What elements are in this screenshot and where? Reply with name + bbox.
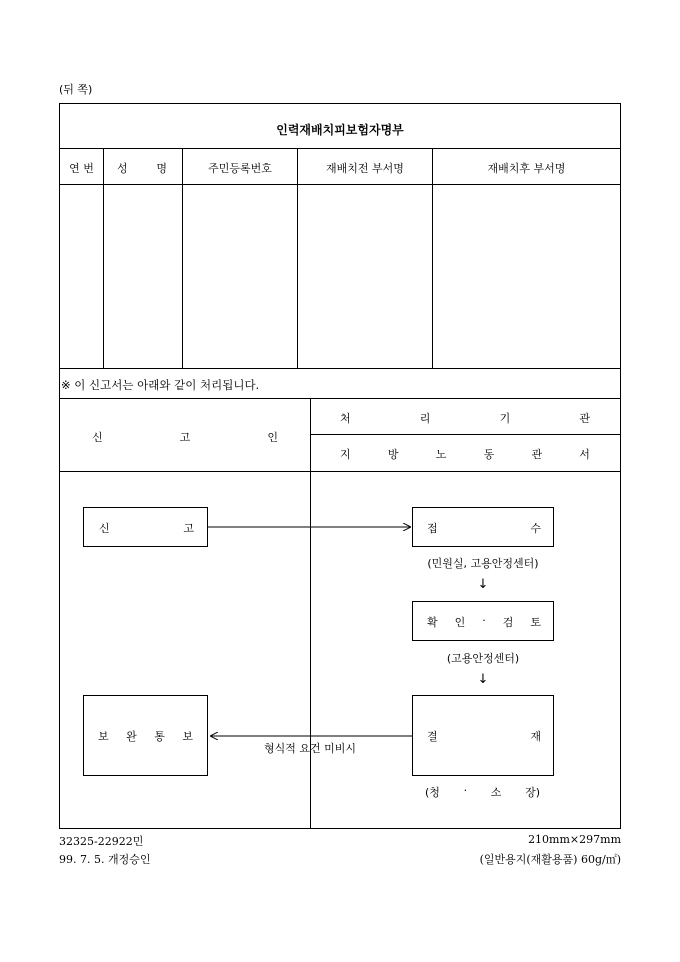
supplement-reason: 형식적 요건 미비시 (263, 742, 356, 755)
agency-label-char: 기 (499, 412, 511, 425)
page-side-label: (뒤 쪽) (59, 83, 93, 96)
agency-name-char: 관 (531, 448, 543, 461)
column-header-name-char: 성 (117, 162, 128, 175)
confirm-box-char: · (482, 614, 486, 627)
supplement-box-char: 보 (182, 730, 193, 743)
column-header-no: 연 번 (69, 162, 94, 175)
receipt-note: (민원실, 고용안정센터) (427, 557, 539, 570)
agency-name-char: 서 (579, 448, 590, 461)
decision-note-part: (청 (425, 786, 440, 799)
confirm-box-char: 확 (427, 616, 438, 629)
column-header-rrn: 주민등록번호 (208, 162, 272, 175)
agency-label-char: 처 (340, 412, 351, 425)
receipt-box-char: 접 (427, 522, 438, 535)
decision-box-char: 재 (530, 730, 541, 743)
decision-box-char: 결 (427, 730, 438, 743)
agency-name-char: 노 (435, 448, 447, 461)
decision-note (425, 784, 540, 800)
supplement-box-char: 통 (154, 730, 165, 743)
receipt-box-char: 수 (530, 522, 541, 535)
paper-size: 210mm×297mm (528, 833, 621, 846)
column-header-after-dept: 재배치후 부서명 (487, 162, 566, 175)
approval-date: 99. 7. 5. 개정승인 (59, 853, 151, 866)
receipt-box (412, 507, 554, 547)
column-header-name-char: 명 (156, 162, 167, 175)
report-box-char: 신 (99, 522, 110, 535)
down-arrow-icon: ↓ (477, 577, 489, 592)
down-arrow-icon: ↓ (477, 672, 489, 687)
confirm-box-char: 인 (454, 616, 466, 629)
supplement-box-char: 완 (126, 730, 137, 743)
decision-note-part: · (463, 784, 468, 797)
reporter-char: 고 (179, 431, 191, 444)
form-code: 32325-22922민 (59, 835, 144, 848)
agency-label-char: 관 (579, 412, 590, 425)
reporter-char: 인 (267, 431, 278, 444)
column-header-before-dept: 재배치전 부서명 (326, 162, 404, 175)
supplement-box-char: 보 (98, 730, 109, 743)
reporter-char: 신 (92, 431, 103, 444)
report-box-char: 고 (183, 522, 194, 535)
supplement-box (83, 695, 208, 776)
agency-name-char: 동 (483, 448, 495, 461)
agency-label-char: 리 (419, 412, 431, 425)
paper-spec: (일반용지(재활용품) 60g/㎡) (479, 853, 621, 866)
confirm-box-char: 검 (502, 616, 514, 629)
report-box (83, 507, 208, 547)
agency-name-char: 지 (340, 448, 351, 461)
decision-note-part: 장) (525, 786, 540, 799)
table-title: 인력재배치피보험자명부 (276, 123, 404, 137)
confirm-box-char: 토 (530, 616, 541, 629)
decision-box (412, 695, 554, 776)
notice-text: ※ 이 신고서는 아래와 같이 처리됩니다. (61, 378, 260, 392)
confirm-note: (고용안정센터) (446, 652, 520, 665)
decision-note-part: 소 (490, 786, 502, 799)
confirm-box (412, 601, 554, 641)
agency-name-char: 방 (387, 448, 399, 461)
